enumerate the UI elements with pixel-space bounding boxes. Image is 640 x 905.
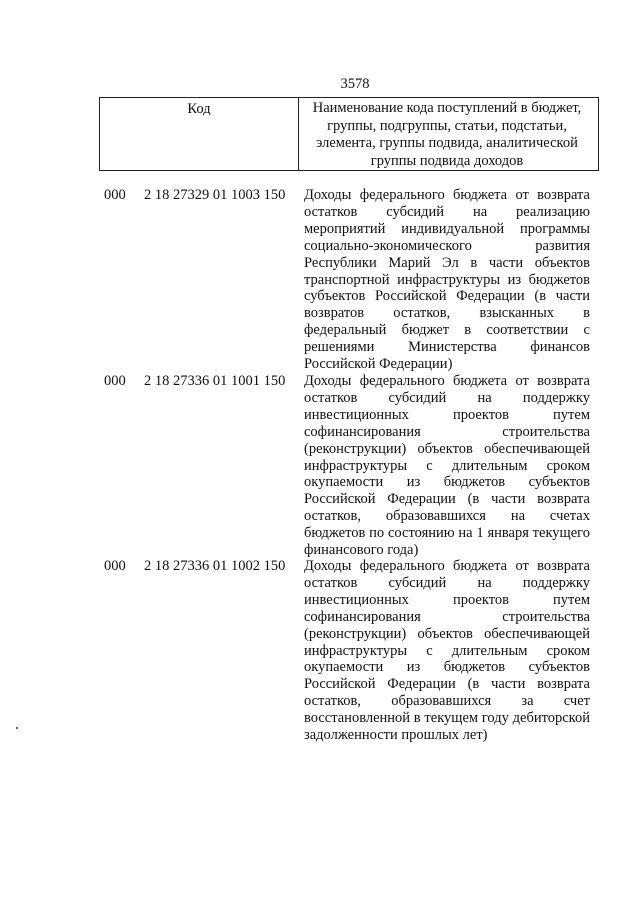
row-revenue-code: 2 18 27336 01 1001 150 (144, 373, 286, 389)
row-admin-code: 000 (104, 373, 126, 389)
row-admin-code: 000 (104, 558, 126, 574)
table-header (99, 97, 599, 171)
row-revenue-code: 2 18 27329 01 1003 150 (144, 187, 286, 203)
page-number: 3578 (340, 76, 370, 92)
row-description: Доходы федерального бюджета от возврата остатков субсидий на поддержку инвестиционных проектов путем софинансирования строительства (реконструкции) объектов обеспечивающей инфраструктуры с длительным сроком окупаемости из бюджетов субъектов Российской Федерации (в части возврата остатков, образовавшихся за счет восстановленной в текущем году дебиторской задолженности прошлых лет) (304, 558, 590, 744)
column-divider (298, 98, 299, 170)
header-name-column: Наименование кода поступлений в бюджет, группы, подгруппы, статьи, подстатьи, элемента, группы подвида, аналитической группы подвида доходов (312, 100, 582, 169)
scan-artifact (16, 727, 18, 729)
row-revenue-code: 2 18 27336 01 1002 150 (144, 558, 286, 574)
row-admin-code: 000 (104, 187, 126, 203)
row-description: Доходы федерального бюджета от возврата остатков субсидий на реализацию мероприятий индивидуальной программы социально-экономического развития Республики Марий Эл в части объектов транспортной инфраструктуры из бюджетов субъектов Российской Федерации (в части возвратов остатков, взысканных в федеральный бюджет в соответствии с решениями Министерства финансов Российской Федерации) (304, 187, 590, 373)
row-description: Доходы федерального бюджета от возврата остатков субсидий на поддержку инвестиционных проектов путем софинансирования строительства (реконструкции) объектов обеспечивающей инфраструктуры с длительным сроком окупаемости из бюджетов субъектов Российской Федерации (в части возврата остатков, образовавшихся на счетах бюджетов по состоянию на 1 января текущего финансового года) (304, 373, 590, 559)
header-code-column: Код (187, 101, 211, 117)
